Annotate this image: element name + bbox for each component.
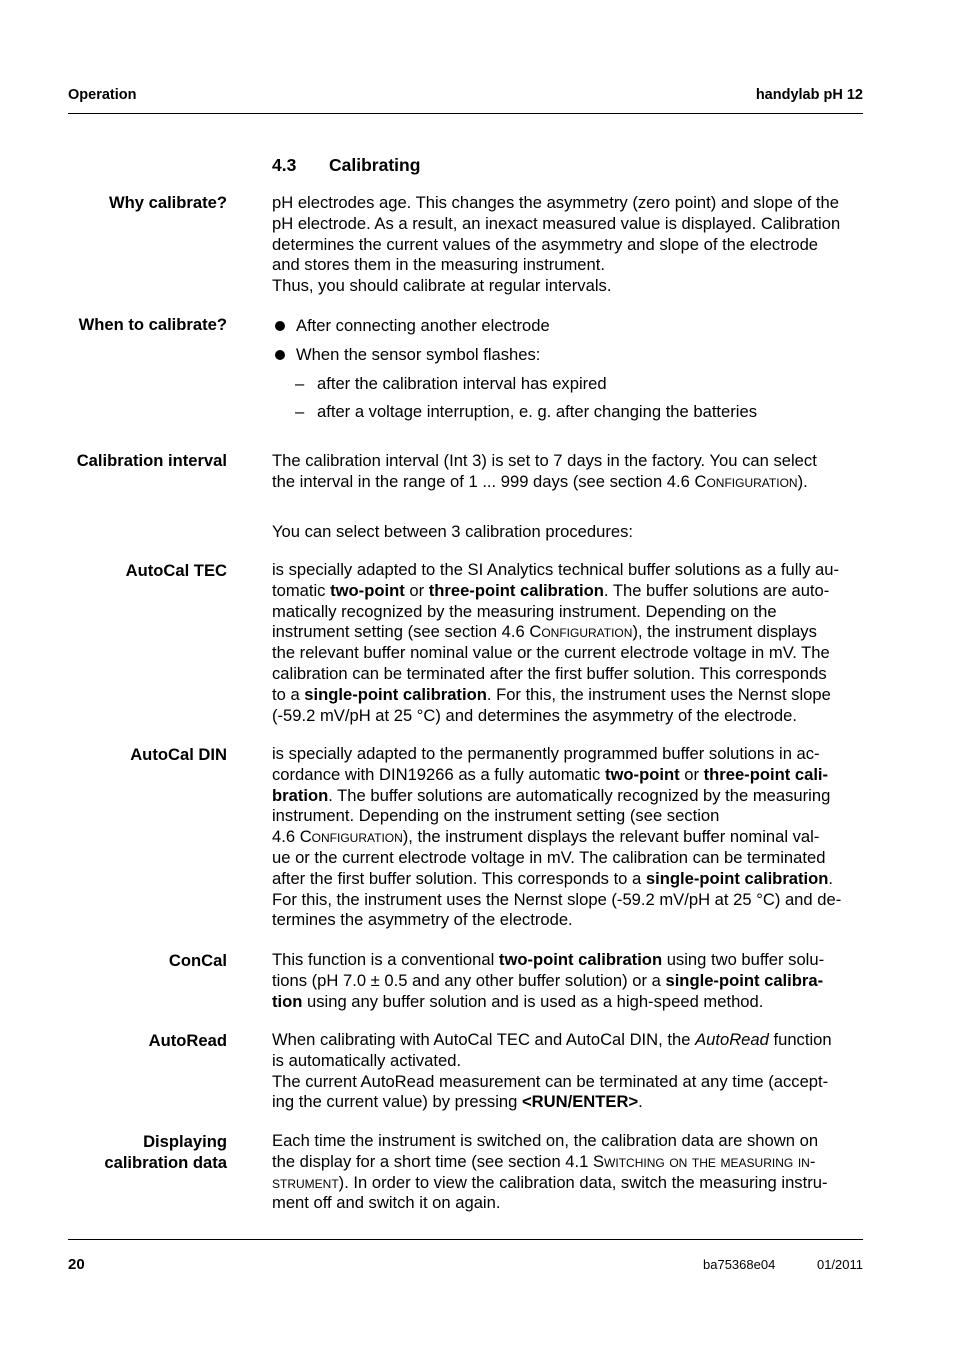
footer-rule [68,1239,863,1240]
displaying-calibration-text [272,1131,872,1214]
text-line: is automatically activated. [272,1050,462,1070]
text-line: the interval in the range of 1 ... 999 days (see section 4.6 Configuration). [272,471,808,491]
concal-text [272,950,872,1012]
label-why-calibrate: Why calibrate? [108,193,227,212]
text-line: determines the current values of the asymmetry and slope of the electrode [272,234,819,254]
text-line: (-59.2 mV/pH at 25 °C) and determines the asymmetry of the electrode. [272,705,797,725]
cross-reference: Configuration [529,622,633,642]
why-calibrate-text [272,193,872,297]
list-item [272,344,540,365]
label-concal: ConCal [168,951,227,970]
text-line: ue or the current electrode voltage in mV. The calibration can be terminated [272,847,826,867]
list-item-text: After connecting another electrode [296,316,550,335]
text-line: and stores them in the measuring instrument. [272,255,605,275]
text-line: instrument. Depending on the instrument setting (see section [272,806,720,826]
text-line: after the first buffer solution. This corresponds to a single-point calibration. [272,868,834,888]
sub-list-item [295,401,757,422]
text-line: calibration can be terminated after the first buffer solution. This corresponds [272,663,827,683]
text-line: tions (pH 7.0 ± 0.5 and any other buffer solution) or a single-point calibra- [272,970,824,990]
page-number: 20 [68,1256,85,1273]
autoread-text [272,1030,872,1113]
text-line: ing the current value) by pressing <RUN/ENTER>. [272,1092,643,1112]
text-line: pH electrodes age. This changes the asymmetry (zero point) and slope of the [272,193,839,212]
text-line: 4.6 Configuration), the instrument displays the relevant buffer nominal val- [272,827,820,847]
autocal-tec-text [272,560,872,726]
text-line: is specially adapted to the permanently programmed buffer solutions in ac- [272,744,820,763]
text-line: the display for a short time (see section 4.1 Switching on the measuring in- [272,1151,816,1171]
procedures-intro: You can select between 3 calibration procedures: [272,522,633,541]
label-line: Displaying [143,1132,227,1151]
label-calibration-interval: Calibration interval [76,451,227,470]
section-title: Calibrating [329,155,421,175]
section-number: 4.3 [272,155,297,175]
section-heading [272,155,420,176]
text-line: termines the asymmetry of the electrode. [272,910,573,930]
text-line: The calibration interval (Int 3) is set to 7 days in the factory. You can select [272,451,817,470]
text-line: is specially adapted to the SI Analytics technical buffer solutions as a fully au- [272,560,839,579]
text-line: tion using any buffer solution and is used as a high-speed method. [272,991,764,1011]
text-line: cordance with DIN19266 as a fully automatic two-point or three-point cali- [272,764,829,784]
text-line: bration. The buffer solutions are automatically recognized by the measuring [272,785,831,805]
bullet-icon [275,321,285,331]
running-header-right: handylab pH 12 [755,87,863,103]
list-item-text: When the sensor symbol flashes: [296,345,541,364]
text-line: Thus, you should calibrate at regular intervals. [272,276,612,296]
bullet-icon [275,350,285,360]
list-item [272,315,550,336]
text-line: ment off and switch it on again. [272,1193,501,1213]
dash-icon: – [295,402,305,421]
text-line: tomatic two-point or three-point calibration. The buffer solutions are auto- [272,580,830,600]
cross-reference: Configuration [694,471,798,491]
cross-reference: strument [272,1172,339,1192]
label-autocal-din: AutoCal DIN [130,745,227,764]
label-autoread: AutoRead [148,1031,227,1050]
autocal-din-text [272,744,872,931]
label-when-to-calibrate: When to calibrate? [78,315,227,334]
document-date: 01/2011 [816,1257,863,1272]
text-line: Each time the instrument is switched on, the calibration data are shown on [272,1131,819,1150]
calibration-interval-text [272,451,872,493]
text-line: The current AutoRead measurement can be terminated at any time (accept- [272,1071,829,1091]
dash-icon: – [295,374,305,393]
sub-list-item [295,373,607,394]
text-line: matically recognized by the measuring instrument. Depending on the [272,601,777,621]
text-line: instrument setting (see section 4.6 Configuration), the instrument displays [272,622,817,642]
text-line: pH electrode. As a result, an inexact measured value is displayed. Calibration [272,213,841,233]
text-line: This function is a conventional two-point calibration using two buffer solu- [272,950,825,969]
sub-list-item-text: after a voltage interruption, e. g. after changing the batteries [317,402,758,421]
cross-reference: Switching on the measuring in- [592,1151,816,1171]
document-number: ba75368e04 [703,1257,776,1272]
label-displaying-calibration-data [104,1131,227,1173]
sub-list-item-text: after the calibration interval has expired [317,374,607,393]
text-line: When calibrating with AutoCal TEC and AutoCal DIN, the AutoRead function [272,1030,832,1049]
text-line: to a single-point calibration. For this, the instrument uses the Nernst slope [272,684,831,704]
key-name: <RUN/ENTER> [521,1092,639,1112]
text-line: strument). In order to view the calibration data, switch the measuring instru- [272,1172,828,1192]
text-line: For this, the instrument uses the Nernst slope (-59.2 mV/pH at 25 °C) and de- [272,889,842,909]
cross-reference: Configuration [299,827,403,847]
label-autocal-tec: AutoCal TEC [125,561,227,580]
label-line: calibration data [104,1153,227,1172]
text-line: the relevant buffer nominal value or the current electrode voltage in mV. The [272,643,830,663]
running-header-left: Operation [68,87,137,103]
header-rule [68,113,863,114]
